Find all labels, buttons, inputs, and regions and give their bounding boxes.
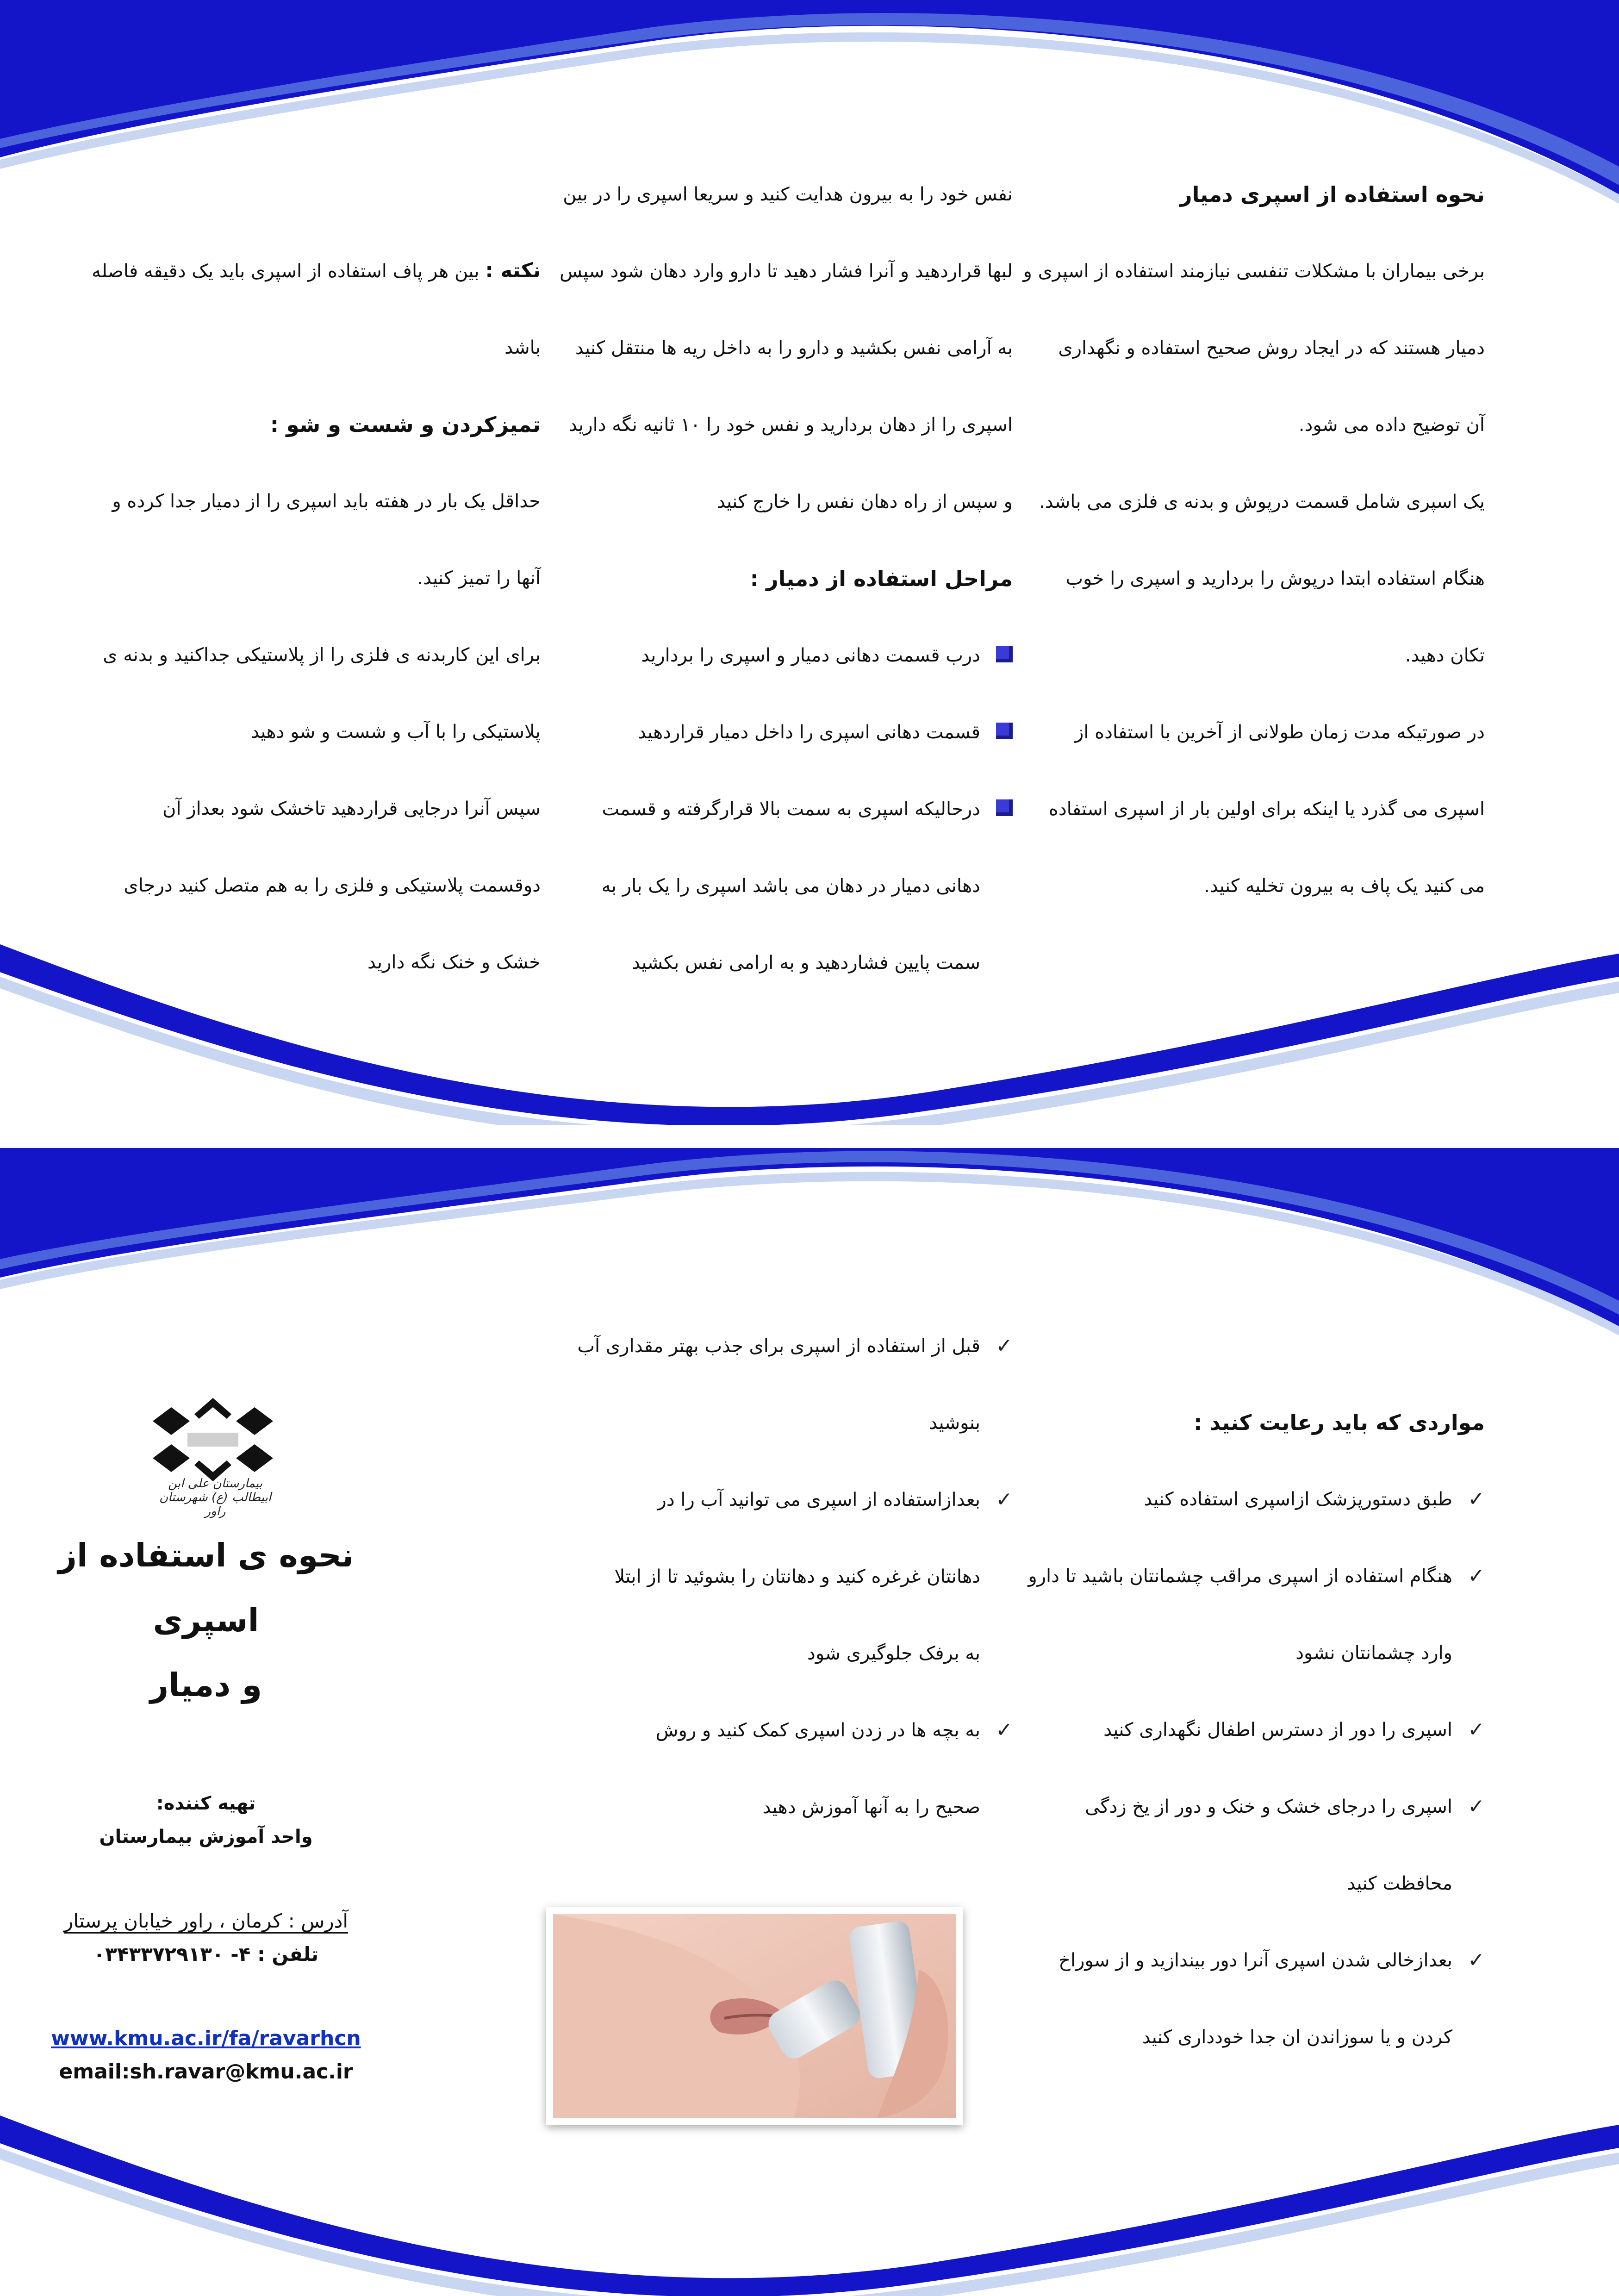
address [28, 1904, 384, 1938]
check-mark-icon: ✓ [1468, 1948, 1485, 1972]
square-bullet-icon [996, 723, 1013, 739]
intro-line: می کنید یک پاف به بیرون تخلیه کنید. [1204, 875, 1485, 897]
spacer-step-text: قسمت دهانی اسپری را داخل دمیار قراردهید [638, 722, 980, 743]
precaution-item [1040, 1691, 1485, 1768]
spacer-step-text: درب قسمت دهانی دمیار و اسپری را بردارید [641, 645, 980, 666]
check-mark-icon: ✓ [996, 1488, 1013, 1511]
email-address[interactable]: email:sh.ravar@kmu.ac.ir [59, 2060, 353, 2084]
inhale-line: به آرامی نفس بکشید و دارو را به داخل ریه ها منتقل کنید [575, 337, 1013, 359]
tip-item [577, 1308, 1013, 1385]
precaution-text: طبق دستورپزشک ازاسپری استفاده کنید [1144, 1489, 1452, 1510]
inhale-line: و سپس از راه دهان نفس را خارج کنید [717, 491, 1013, 512]
inhale-steps-column [560, 156, 1013, 1001]
inhale-line: نفس خود را به بیرون هدایت کنید و سریعا اسپری را در بین [563, 184, 1013, 205]
precaution-text: اسپری را درجای خشک و خنک و دور از یخ زدگی [1085, 1796, 1452, 1817]
intro-line: تکان دهید. [1405, 645, 1485, 666]
cleaning-line: خشک و خنک نگه دارید [367, 952, 541, 973]
cleaning-column [92, 232, 541, 1001]
intro-line: اسپری می گذرد یا اینکه برای اولین بار از اسپری استفاده [1048, 799, 1485, 820]
prepared-by-label: تهیه کننده: [156, 1793, 256, 1814]
cleaning-heading: تمیزکردن و شست و شو : [270, 412, 541, 437]
precaution-item [1028, 1538, 1485, 1615]
cleaning-line: دوقسمت پلاستیکی و فلزی را به هم متصل کنید درجای [124, 875, 541, 896]
precaution-continuation: کردن و یا سوزاندن ان جدا خودداری کنید [1142, 2027, 1452, 2048]
precaution-text: هنگام استفاده از اسپری مراقب چشمانتان باشید تا دارو [1028, 1566, 1452, 1587]
brochure-title: و دمیار [149, 1666, 262, 1704]
prepared-by: واحد آموزش بیمارستان [99, 1826, 313, 1847]
note-text: بین هر پاف استفاده از اسپری باید یک دقیقه فاصله [92, 261, 479, 282]
inhale-line: لبها قراردهید و آنرا فشار دهید تا دارو وارد دهان شود سپس [560, 261, 1013, 282]
precaution-continuation: وارد چشمانتان نشود [1295, 1642, 1452, 1664]
tips-column [577, 1308, 1013, 1846]
spacer-step-continuation: سمت پایین فشاردهید و به ارامی نفس بکشید [632, 952, 980, 973]
check-mark-icon: ✓ [996, 1334, 1013, 1358]
intro-line: در صورتیکه مدت زمان طولانی از آخرین با استفاده از [1075, 722, 1485, 743]
check-mark-icon: ✓ [1468, 1795, 1485, 1818]
precautions-column [1028, 1384, 1485, 2076]
note-line: باشد [504, 337, 541, 358]
logo-caption: بیمارستان علی ابن ابیطالب (ع) شهرستان راور [159, 1477, 272, 1518]
tip-text: قبل از استفاده از اسپری برای جذب بهتر مقداری آب [577, 1335, 980, 1357]
brochure-inside-panel [0, 1148, 1619, 2296]
intro-line: برخی بیماران با مشکلات تنفسی نیازمند استفاده از اسپری و [1023, 261, 1485, 282]
usage-intro-column [1023, 156, 1485, 924]
square-bullet-icon [996, 799, 1013, 816]
check-mark-icon: ✓ [1468, 1564, 1485, 1588]
hospital-logo-icon [143, 1389, 282, 1528]
precaution-text: اسپری را دور از دسترس اطفال نگهداری کنید [1103, 1719, 1452, 1741]
spacer-step-text: درحالیکه اسپری به سمت بالا قرارگرفته و قسمت [602, 799, 980, 820]
precaution-text: بعدازخالی شدن اسپری آنرا دور بیندازید و از سوراخ [1059, 1950, 1452, 1971]
note-line [92, 232, 541, 309]
precaution-item [1040, 1922, 1485, 1999]
spacer-step-item [587, 617, 1013, 694]
inhaler-photo-illustration [553, 1914, 956, 2118]
intro-line: دمیار هستند که در ایجاد روش صحیح استفاده و نگهداری [1058, 337, 1485, 359]
check-mark-icon: ✓ [1468, 1487, 1485, 1511]
square-bullet-icon [996, 646, 1013, 662]
check-mark-icon: ✓ [1468, 1718, 1485, 1741]
cleaning-line: پلاستیکی را با آب و شست و شو دهید [251, 721, 541, 742]
note-label: نکته : [485, 259, 541, 282]
cleaning-line: برای این کاربدنه ی فلزی را از پلاستیکی جداکنید و بدنه ی [103, 644, 541, 666]
phone: تلفن : ۴- ۰۳۴۳۳۷۲۹۱۳۰ [93, 1943, 319, 1965]
usage-heading: نحوه استفاده از اسپری دمیار [1180, 182, 1485, 207]
tip-continuation: به برفک جلوگیری شود [807, 1643, 980, 1664]
check-mark-icon: ✓ [996, 1718, 1013, 1742]
tip-text: به بچه ها در زدن اسپری کمک کنید و روش [655, 1720, 980, 1741]
intro-line: هنگام استفاده ابتدا درپوش را بردارید و اسپری را خوب [1065, 568, 1485, 589]
precaution-continuation: محافظت کنید [1347, 1873, 1452, 1894]
tip-item [587, 1461, 1013, 1538]
spacer-step-continuation: دهانی دمیار در دهان می باشد اسپری را یک بار به [601, 875, 980, 897]
tip-text: بعدازاستفاده از اسپری می توانید آب را در [657, 1489, 980, 1510]
tip-continuation: بنوشید [929, 1412, 980, 1434]
precautions-heading: مواردی که باید رعایت کنید : [1194, 1410, 1485, 1435]
spacer-step-item [587, 771, 1013, 848]
cover-column [28, 1523, 384, 2089]
precaution-item [1040, 1461, 1485, 1538]
cleaning-line: سپس آنرا درجایی قراردهید تاخشک شود بعداز آن [162, 798, 541, 819]
spacer-steps-heading: مراحل استفاده از دمیار : [750, 566, 1013, 591]
inhaler-photo [546, 1907, 963, 2125]
spacer-step-item [587, 694, 1013, 771]
website-link[interactable]: www.kmu.ac.ir/fa/ravarhcn [51, 2027, 361, 2050]
address-text: آدرس : کرمان ، راور خیابان پرستار [64, 1909, 348, 1934]
tip-continuation: صحیح را به آنها آموزش دهید [762, 1797, 980, 1818]
precaution-item [1040, 1768, 1485, 1845]
brochure-title: نحوه ی استفاده از اسپری [58, 1536, 354, 1639]
inhale-line: اسپری را از دهان بردارید و نفس خود را ۱۰ ثانیه نگه دارید [569, 414, 1013, 436]
cleaning-line: آنها را تمیز کنید. [417, 568, 541, 589]
intro-line: آن توضیح داده می شود. [1298, 414, 1485, 436]
intro-line: یک اسپری شامل قسمت درپوش و بدنه ی فلزی می باشد. [1039, 491, 1485, 512]
tip-continuation: دهانتان غرغره کنید و دهانتان را بشوئید تا از ابتلا [614, 1566, 980, 1587]
tip-item [587, 1692, 1013, 1769]
brochure-outside-panel [0, 0, 1619, 1125]
cleaning-line: حداقل یک بار در هفته باید اسپری را از دمیار جدا کرده و [112, 491, 541, 512]
